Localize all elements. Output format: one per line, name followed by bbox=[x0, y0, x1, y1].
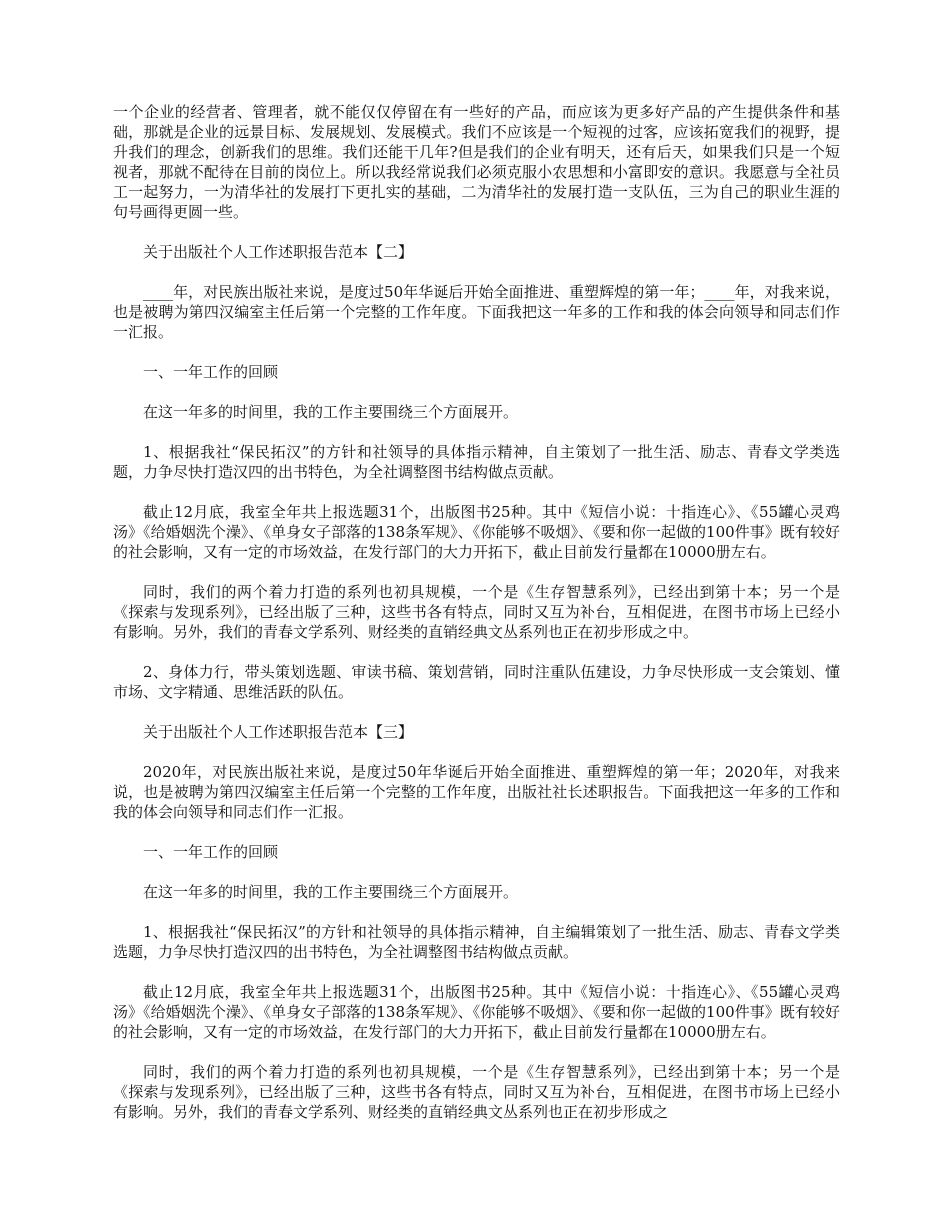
paragraph: ____年，对民族出版社来说，是度过50年华诞后开始全面推进、重塑辉煌的第一年；____年，对我来说，也是被聘为第四汉编室主任后第一个完整的工作年度。下面我把这一年多的工作和我的体会向领导和同志们作一汇报。 bbox=[113, 283, 840, 341]
paragraph-intro: 一个企业的经营者、管理者，就不能仅仅停留在有一些好的产品，而应该为更多好产品的产生提供条件和基础，那就是企业的远景目标、发展规划、发展模式。我们不应该是一个短视的过客，应该拓宽我们的视野，提升我们的理念，创新我们的思维。我们还能干几年?但是我们的企业有明天，还有后天，如果我们只是一个短视者，那就不配待在目前的岗位上。所以我经常说我们必须克服小农思想和小富即安的意识。我愿意与全社员工一起努力，一为清华社的发展打下更扎实的基础，二为清华社的发展打造一支队伍，三为自己的职业生涯的句号画得更圆一些。 bbox=[113, 103, 840, 221]
subsection-heading: 一、一年工作的回顾 bbox=[143, 363, 279, 381]
paragraph: 2、身体力行，带头策划选题、审读书稿、策划营销，同时注重队伍建设，力争尽快形成一支会策划、懂市场、文字精通、思维活跃的队伍。 bbox=[113, 663, 840, 701]
paragraph: 1、根据我社“保民拓汉”的方针和社领导的具体指示精神，自主策划了一批生活、励志、青春文学类选题，力争尽快打造汉四的出书特色，为全社调整图书结构做点贡献。 bbox=[113, 443, 840, 481]
subsection-heading: 一、一年工作的回顾 bbox=[143, 843, 279, 861]
document-page bbox=[113, 102, 840, 1142]
section-heading-2: 关于出版社个人工作述职报告范本【二】 bbox=[143, 243, 414, 261]
paragraph: 1、根据我社“保民拓汉”的方针和社领导的具体指示精神，自主编辑策划了一批生活、励志、青春文学类选题，力争尽快打造汉四的出书特色，为全社调整图书结构做点贡献。 bbox=[113, 923, 840, 961]
paragraph: 截止12月底，我室全年共上报选题31个，出版图书25种。其中《短信小说：十指连心》、《55罐心灵鸡汤》《给婚姻洗个澡》、《单身女子部落的138条军规》、《你能够不吸烟》、《要和你一起做的100件事》既有较好的社会影响，又有一定的市场效益，在发行部门的大力开拓下，截止目前发行量都在10000册左右。 bbox=[113, 983, 840, 1041]
paragraph: 在这一年多的时间里，我的工作主要围绕三个方面展开。 bbox=[143, 403, 519, 421]
paragraph: 在这一年多的时间里，我的工作主要围绕三个方面展开。 bbox=[143, 883, 519, 901]
section-heading-3: 关于出版社个人工作述职报告范本【三】 bbox=[143, 723, 414, 741]
paragraph: 截止12月底，我室全年共上报选题31个，出版图书25种。其中《短信小说：十指连心》、《55罐心灵鸡汤》《给婚姻洗个澡》、《单身女子部落的138条军规》、《你能够不吸烟》、《要和你一起做的100件事》既有较好的社会影响，又有一定的市场效益，在发行部门的大力开拓下，截止目前发行量都在10000册左右。 bbox=[113, 503, 840, 561]
paragraph: 2020年，对民族出版社来说，是度过50年华诞后开始全面推进、重塑辉煌的第一年；2020年，对我来说，也是被聘为第四汉编室主任后第一个完整的工作年度，出版社社长述职报告。下面我把这一年多的工作和我的体会向领导和同志们作一汇报。 bbox=[113, 763, 840, 821]
paragraph: 同时，我们的两个着力打造的系列也初具规模，一个是《生存智慧系列》，已经出到第十本；另一个是《探索与发现系列》，已经出版了三种，这些书各有特点，同时又互为补台，互相促进，在图书市场上已经小有影响。另外，我们的青春文学系列、财经类的直销经典文丛系列也正在初步形成之 bbox=[113, 1063, 840, 1121]
paragraph: 同时，我们的两个着力打造的系列也初具规模，一个是《生存智慧系列》，已经出到第十本；另一个是《探索与发现系列》，已经出版了三种，这些书各有特点，同时又互为补台，互相促进，在图书市场上已经小有影响。另外，我们的青春文学系列、财经类的直销经典文丛系列也正在初步形成之中。 bbox=[113, 583, 840, 641]
